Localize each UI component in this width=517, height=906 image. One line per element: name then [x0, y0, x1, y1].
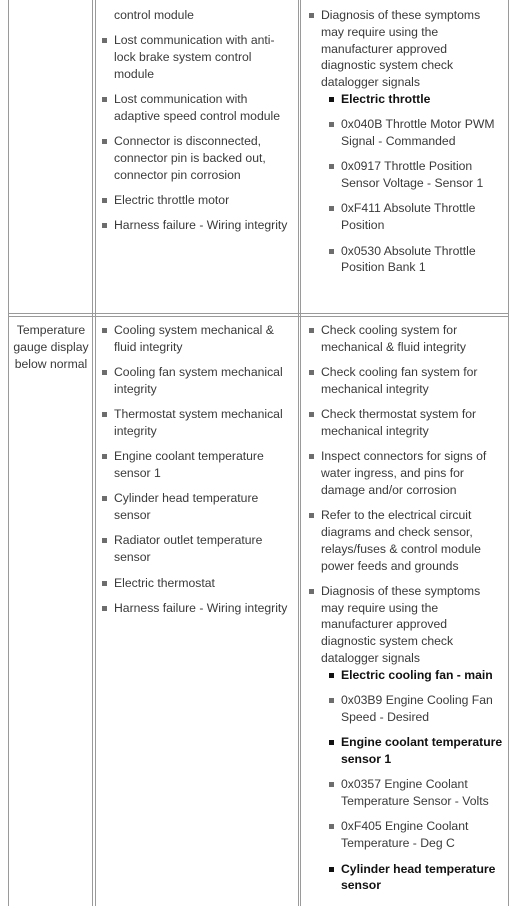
signal-group-heading [321, 861, 505, 895]
row2-causes-list [96, 322, 294, 617]
signal-text: 0x0530 Absolute Throttle Position Bank 1 [341, 243, 476, 275]
check-text: Check thermostat system for mechanical integrity [321, 407, 477, 438]
check-text: Refer to the electrical circuit diagrams and check sensor, relays/fuses & control module power feeds and grounds [321, 508, 481, 573]
list-item [96, 91, 294, 125]
cause-text: Connector is disconnected, connector pin is backed out, connector pin corrosion [114, 134, 266, 182]
list-item [96, 133, 294, 183]
signal-text: Electric throttle [341, 91, 431, 106]
signal-item [321, 116, 505, 150]
column-divider [300, 0, 301, 906]
list-item [96, 575, 294, 592]
list-item [96, 32, 294, 82]
row1-actions-list [303, 7, 505, 276]
diagnosis-text: Diagnosis of these symptoms may require using the manufacturer approved diagnostic system check datalogger signals [321, 583, 481, 666]
signal-item [321, 200, 505, 234]
list-item [303, 583, 505, 894]
signal-group-heading [321, 734, 505, 768]
row2-causes-cell [96, 322, 294, 625]
column-divider [92, 0, 93, 906]
signal-text: 0xF411 Absolute Throttle Position [341, 201, 476, 233]
row-divider [8, 316, 509, 317]
list-item [303, 448, 505, 498]
row1-causes-list [96, 7, 294, 234]
signal-text: 0x03B9 Engine Cooling Fan Speed - Desired [341, 693, 493, 724]
signal-text: 0x0917 Throttle Position Sensor Voltage - Sensor 1 [341, 159, 484, 191]
cause-text: Lost communication with adaptive speed control module [114, 92, 280, 123]
list-item [96, 490, 294, 524]
list-item [96, 217, 294, 234]
list-item [303, 406, 505, 440]
list-item [303, 322, 505, 356]
signal-text: Engine coolant temperature sensor 1 [341, 735, 503, 767]
cause-text: Electric thermostat [114, 575, 215, 590]
cause-text: Electric throttle motor [114, 193, 230, 208]
check-text: Inspect connectors for signs of water ingress, and pins for damage and/or corrosion [321, 449, 487, 497]
cause-text: Lost communication with anti-lock brake system control module [114, 33, 275, 81]
list-item [96, 448, 294, 482]
signal-item [321, 692, 505, 726]
list-item [96, 7, 294, 24]
cause-text: control module [114, 8, 194, 22]
signal-item [321, 818, 505, 852]
signal-text: Cylinder head temperature sensor [341, 861, 496, 893]
cause-text: Thermostat system mechanical integrity [114, 407, 283, 438]
signal-item [321, 158, 505, 192]
check-text: Check cooling fan system for mechanical integrity [321, 365, 478, 396]
cause-text: Engine coolant temperature sensor 1 [114, 449, 264, 481]
list-item [303, 7, 505, 276]
signal-group-heading [321, 91, 505, 108]
table-border-left [8, 0, 9, 906]
row1-actions-cell [303, 7, 505, 285]
signal-item [321, 776, 505, 810]
signal-text: 0xF405 Engine Coolant Temperature - Deg C [341, 819, 469, 851]
cause-text: Radiator outlet temperature sensor [114, 533, 263, 565]
row2-actions-list [303, 322, 505, 894]
list-item [96, 364, 294, 398]
symptom-text: Temperature gauge display below normal [13, 323, 89, 371]
check-text: Check cooling system for mechanical & fluid integrity [321, 323, 466, 354]
list-item [303, 507, 505, 574]
list-item [96, 600, 294, 617]
list-item [96, 406, 294, 440]
signal-text: 0x040B Throttle Motor PWM Signal - Commanded [341, 117, 495, 149]
column-divider [298, 0, 299, 906]
cause-text: Cooling system mechanical & fluid integrity [114, 323, 274, 354]
row-divider [8, 313, 509, 314]
cause-text: Cooling fan system mechanical integrity [114, 365, 283, 396]
cause-text: Cylinder head temperature sensor [114, 491, 259, 523]
list-item [96, 322, 294, 356]
signal-text: Electric cooling fan - main [341, 667, 493, 682]
row1-causes-cell [96, 7, 294, 243]
cause-text: Harness failure - Wiring integrity [114, 218, 288, 233]
cause-text: Harness failure - Wiring integrity [114, 600, 288, 615]
row2-actions-cell [303, 322, 505, 903]
signal-list [321, 667, 505, 894]
list-item [96, 192, 294, 209]
signal-text: 0x0357 Engine Coolant Temperature Sensor - Volts [341, 777, 489, 809]
symptom-cell [12, 322, 90, 372]
list-item [96, 532, 294, 566]
signal-group-heading [321, 667, 505, 684]
table-border-right [508, 0, 509, 906]
diagnosis-text: Diagnosis of these symptoms may require using the manufacturer approved diagnostic system check datalogger signals [321, 8, 481, 90]
list-item [303, 364, 505, 398]
signal-list [321, 91, 505, 276]
signal-item [321, 243, 505, 277]
